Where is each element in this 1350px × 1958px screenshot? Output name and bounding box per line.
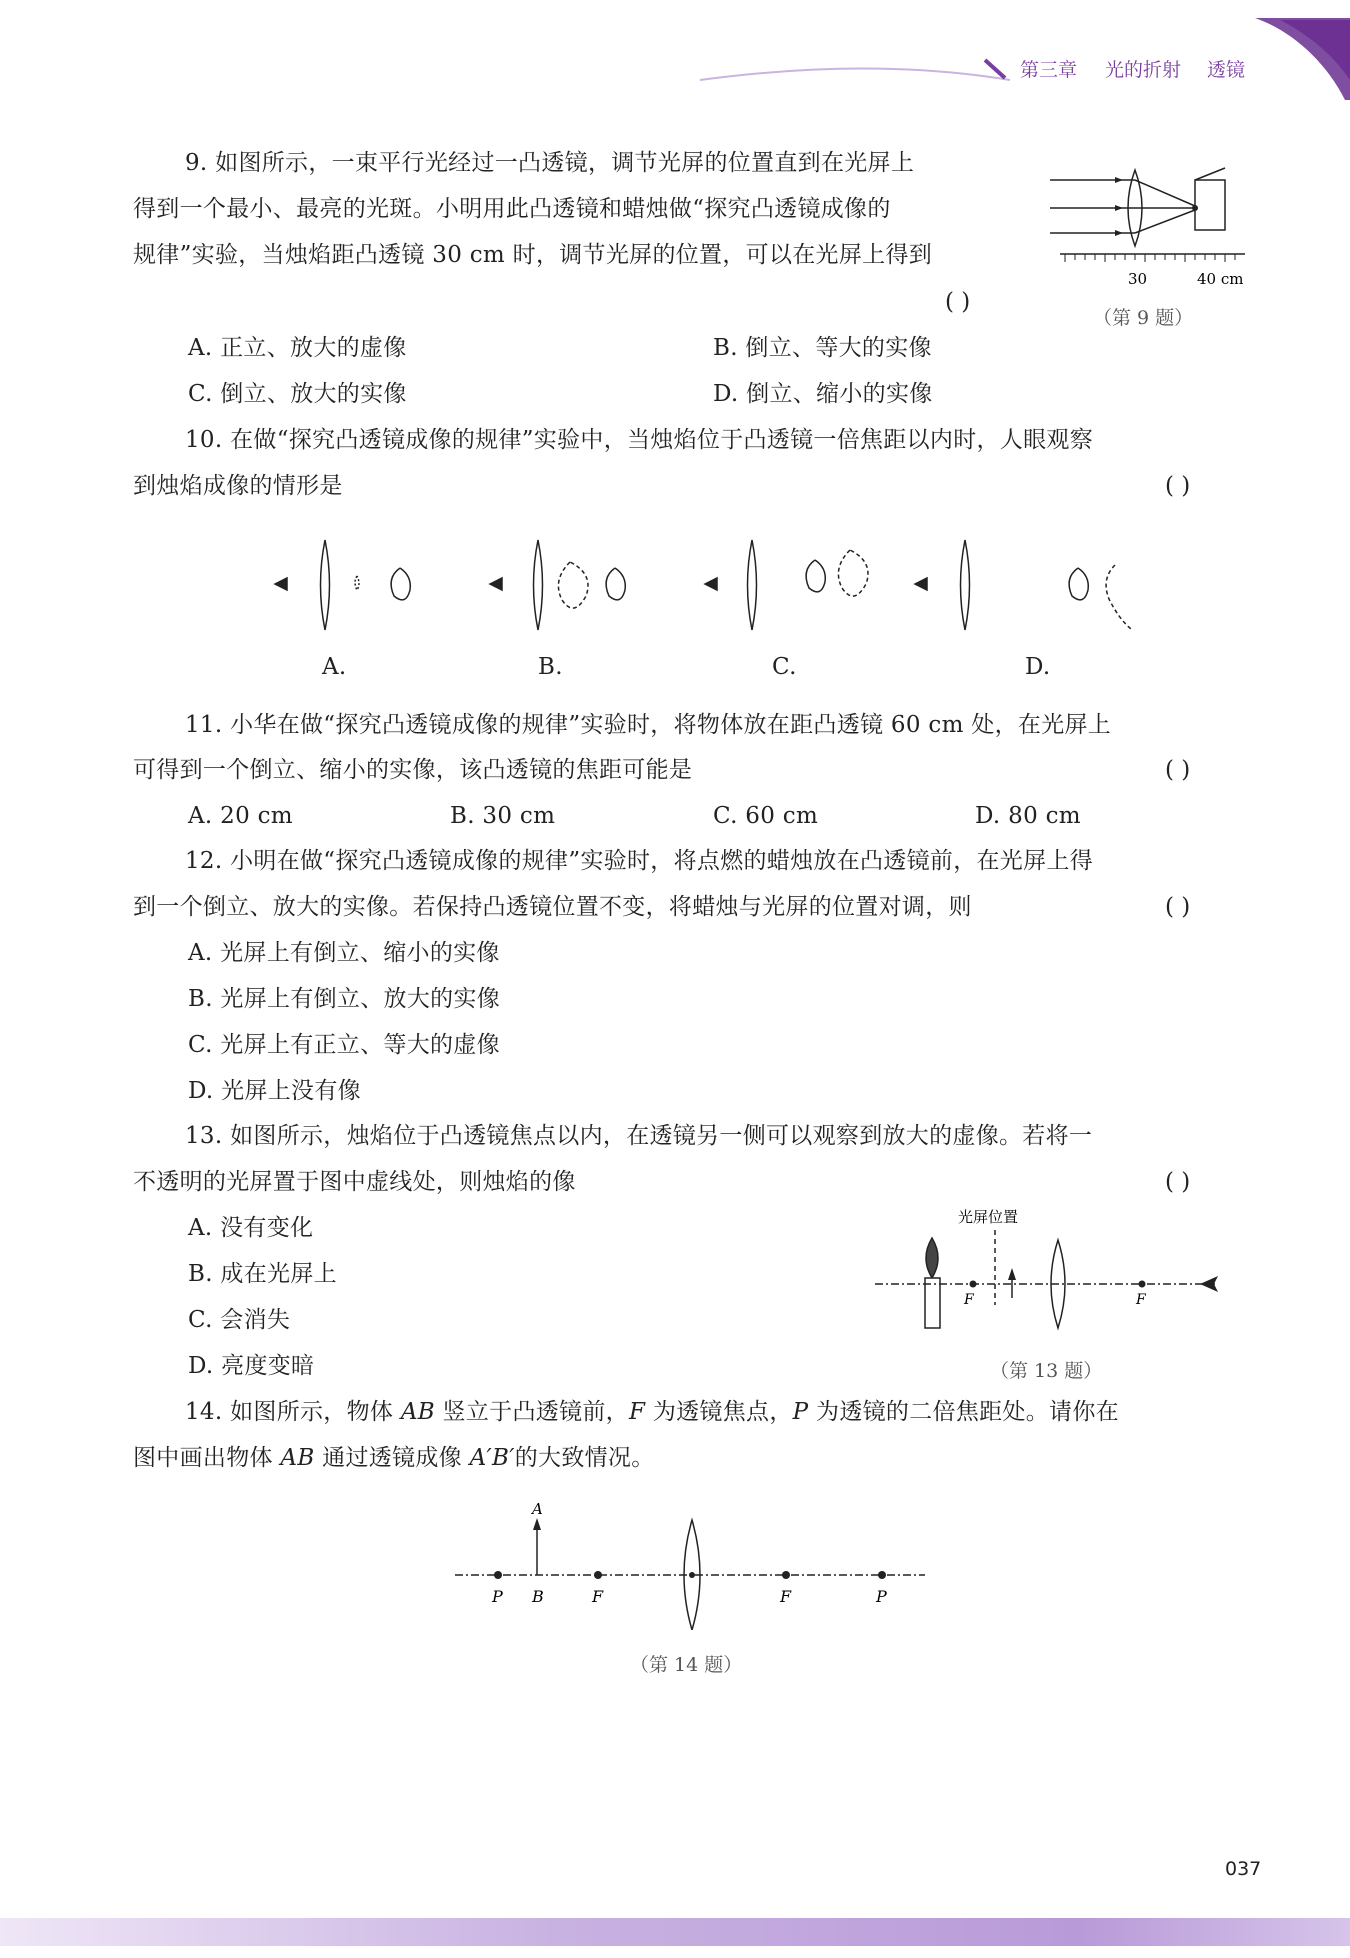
q12-option-d: D. 光屏上没有像 xyxy=(188,1078,361,1104)
q14-f: F xyxy=(628,1399,646,1425)
q9-option-a: A. 正立、放大的虚像 xyxy=(188,335,407,361)
q10-figure xyxy=(260,530,1140,640)
q12-line-2: 到一个倒立、放大的实像。若保持凸透镜位置不变，将蜡烛与光屏的位置对调，则 xyxy=(133,894,972,920)
q14-text-2a: 图中画出物体 xyxy=(133,1445,281,1471)
q11-option-a: A. 20 cm xyxy=(188,803,293,829)
q12-line-1: 12. 小明在做“探究凸透镜成像的规律”实验时，将点燃的蜡烛放在凸透镜前，在光屏上得 xyxy=(185,848,1094,874)
q13-option-c: C. 会消失 xyxy=(188,1307,291,1333)
q14-fig-f1: F xyxy=(592,1587,604,1606)
q14-text-1d: 为透镜的二倍焦距处。请你在 xyxy=(808,1399,1119,1425)
q9-line-2: 得到一个最小、最亮的光斑。小明用此凸透镜和蜡烛做“探究凸透镜成像的 xyxy=(133,196,891,222)
q9-option-b: B. 倒立、等大的实像 xyxy=(713,335,932,361)
header-chapter: 第三章 xyxy=(1020,59,1078,81)
q9-line-1: 9. 如图所示，一束平行光经过一凸透镜，调节光屏的位置直到在光屏上 xyxy=(185,150,915,176)
header-title-1: 光的折射 xyxy=(1105,59,1182,81)
q11-option-d: D. 80 cm xyxy=(975,803,1081,829)
q11-answer-paren[interactable]: ( ) xyxy=(1165,757,1191,783)
q13-answer-paren[interactable]: ( ) xyxy=(1165,1169,1191,1195)
q9-option-d: D. 倒立、缩小的实像 xyxy=(713,381,933,407)
q14-fig-p2: P xyxy=(876,1587,887,1606)
q12-option-b: B. 光屏上有倒立、放大的实像 xyxy=(188,986,501,1012)
q14-image-label: A′B′ xyxy=(469,1445,515,1471)
q10-fig-label-d: D. xyxy=(1025,654,1051,680)
q9-figure xyxy=(1045,160,1265,300)
q11-option-b: B. 30 cm xyxy=(450,803,556,829)
q11-line-2: 可得到一个倒立、缩小的实像，该凸透镜的焦距可能是 xyxy=(133,757,693,783)
q11-option-c: C. 60 cm xyxy=(713,803,819,829)
page-number: 037 xyxy=(1225,1858,1262,1880)
q14-line-1 xyxy=(185,1397,1119,1427)
q10-answer-paren[interactable]: ( ) xyxy=(1165,473,1191,499)
q11-line-1: 11. 小华在做“探究凸透镜成像的规律”实验时，将物体放在距凸透镜 60 cm 处，在光屏上 xyxy=(185,712,1112,738)
footer-band xyxy=(0,1918,1350,1946)
q14-figure xyxy=(450,1500,930,1630)
q9-answer-paren[interactable]: ( ) xyxy=(945,289,971,315)
q14-p: P xyxy=(792,1399,809,1425)
q13-option-d: D. 亮度变暗 xyxy=(188,1353,315,1379)
q13-option-b: B. 成在光屏上 xyxy=(188,1261,337,1287)
q13-line-2: 不透明的光屏置于图中虚线处，则烛焰的像 xyxy=(133,1169,576,1195)
q13-f-left: F xyxy=(964,1292,974,1308)
q9-option-c: C. 倒立、放大的实像 xyxy=(188,381,407,407)
q14-fig-p1: P xyxy=(492,1587,503,1606)
header-decoration xyxy=(0,0,1350,100)
q13-line-1: 13. 如图所示，烛焰位于凸透镜焦点以内，在透镜另一侧可以观察到放大的虚像。若将一 xyxy=(185,1123,1093,1149)
q10-fig-label-c: C. xyxy=(772,654,797,680)
q14-fig-b: B xyxy=(532,1587,544,1606)
q13-caption: （第 13 题） xyxy=(990,1360,1103,1382)
q12-option-a: A. 光屏上有倒立、缩小的实像 xyxy=(188,940,500,966)
q13-figure xyxy=(870,1200,1230,1340)
q9-tick-30: 30 xyxy=(1128,270,1148,288)
q14-text-1c: 为透镜焦点， xyxy=(645,1399,793,1425)
q14-caption: （第 14 题） xyxy=(630,1654,743,1676)
q10-line-1: 10. 在做“探究凸透镜成像的规律”实验中，当烛焰位于凸透镜一倍焦距以内时，人眼观察 xyxy=(185,427,1094,453)
q14-fig-f2: F xyxy=(780,1587,792,1606)
q12-option-c: C. 光屏上有正立、等大的虚像 xyxy=(188,1032,500,1058)
q14-text-2c: 的大致情况。 xyxy=(514,1445,655,1471)
q14-text-1a: 14. 如图所示，物体 xyxy=(185,1399,401,1425)
q9-tick-40: 40 cm xyxy=(1197,270,1244,288)
q14-ab-2: AB xyxy=(280,1445,315,1471)
q9-line-3: 规律”实验，当烛焰距凸透镜 30 cm 时，调节光屏的位置，可以在光屏上得到 xyxy=(133,242,933,268)
q14-text-2b: 通过透镜成像 xyxy=(314,1445,470,1471)
q9-caption: （第 9 题） xyxy=(1093,307,1194,329)
q13-f-right: F xyxy=(1136,1292,1146,1308)
q14-fig-a: A xyxy=(532,1500,543,1518)
header-title-2: 透镜 xyxy=(1207,59,1246,81)
q14-ab-1: AB xyxy=(400,1399,435,1425)
q13-screen-label: 光屏位置 xyxy=(958,1208,1019,1226)
q10-fig-label-b: B. xyxy=(538,654,563,680)
q12-answer-paren[interactable]: ( ) xyxy=(1165,894,1191,920)
q13-option-a: A. 没有变化 xyxy=(188,1215,314,1241)
q14-line-2 xyxy=(133,1443,655,1473)
q10-line-2: 到烛焰成像的情形是 xyxy=(133,473,343,499)
q14-text-1b: 竖立于凸透镜前， xyxy=(434,1399,629,1425)
q10-fig-label-a: A. xyxy=(322,654,347,680)
